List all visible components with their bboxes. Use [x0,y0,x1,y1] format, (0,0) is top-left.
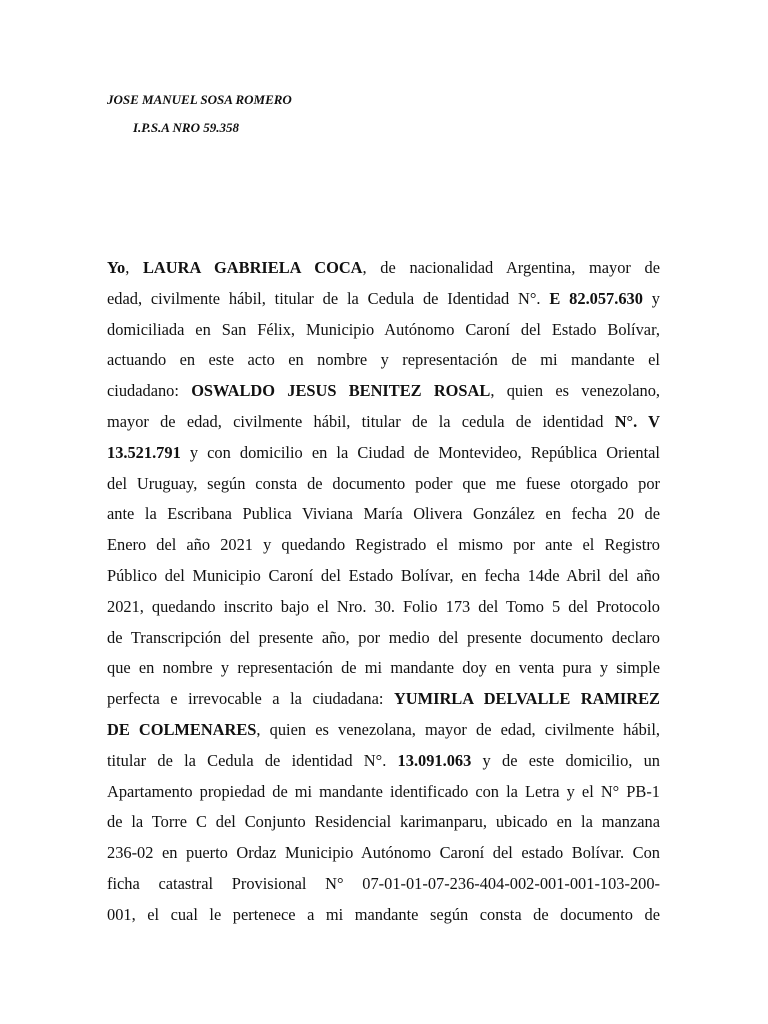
body-line [107,284,660,315]
body-line [107,869,660,900]
body-text-segment: mayor de edad, civilmente hábil, titular de la cedula de identidad [107,411,615,431]
body-line [107,376,660,407]
attorney-name: JOSE MANUEL SOSA ROMERO [107,92,292,107]
body-text-segment: , de nacionalidad Argentina, mayor de [362,258,660,277]
body-text-segment: , quien es venezolano, [490,381,660,401]
body-line [107,345,660,376]
body-text-segment: y con domicilio en la Ciudad de Montevideo, República Oriental [180,442,660,462]
body-line [107,253,660,284]
body-text-segment: y de este domicilio, un [471,750,660,770]
body-text-segment: domiciliada en San Félix, Municipio Autónomo Caroní del Estado Bolívar, [107,319,660,339]
body-line [107,623,660,654]
body-line [107,469,660,500]
bold-text: E 82.057.630 [549,288,643,308]
body-line [107,715,660,746]
body-text-segment: 001, el cual le pertenece a mi mandante según consta de documento de [107,904,660,924]
body-text-segment: , quien es venezolana, mayor de edad, civilmente hábil, [256,719,660,739]
body-text-segment: perfecta e irrevocable a la ciudadana: [107,689,394,709]
body-text-segment: 236-02 en puerto Ordaz Municipio Autónomo Caroní del estado Bolívar. Con [107,843,660,863]
bold-text: N°. V [614,411,660,431]
body-text-segment: que en nombre y representación de mi mandante doy en venta pura y simple [107,658,660,678]
body-line [107,561,660,592]
body-text-segment: actuando en este acto en nombre y representación de mi mandante el [107,350,660,370]
body-line [107,315,660,346]
attorney-ipsa-number: I.P.S.A NRO 59.358 [133,120,239,135]
body-line [107,900,660,931]
body-text-segment: ficha catastral Provisional N° 07-01-01-07-236-404-002-001-001-103-200- [107,873,660,893]
bold-text: 13.521.791 [107,442,181,462]
body-line [107,407,660,438]
bold-text: OSWALDO JESUS BENITEZ ROSAL [191,381,491,401]
body-text-segment: ante la Escribana Publica Viviana María Olivera González en fecha 20 de [107,504,660,524]
bold-text: 13.091.063 [397,750,472,770]
bold-text: DE COLMENARES [107,719,257,739]
body-text-segment: , [125,258,143,277]
body-line [107,807,660,838]
body-line [107,592,660,623]
body-line [107,653,660,684]
body-line [107,438,660,469]
bold-text: LAURA GABRIELA COCA [143,258,363,277]
body-text-segment: edad, civilmente hábil, titular de la Cedula de Identidad N°. [107,288,550,308]
bold-text: YUMIRLA DELVALLE RAMIREZ [393,689,660,709]
body-line [107,684,660,715]
body-text-segment: ciudadano: [107,381,192,401]
body-text-segment: titular de la Cedula de identidad N°. [107,750,398,770]
body-line [107,777,660,808]
body-line [107,530,660,561]
bold-text: Yo [107,258,126,277]
body-line [107,838,660,869]
body-text-segment: de la Torre C del Conjunto Residencial karimanparu, ubicado en la manzana [107,812,660,832]
body-text-segment: Público del Municipio Caroní del Estado Bolívar, en fecha 14de Abril del año [107,565,660,585]
body-text-segment: y [642,288,660,308]
document-body [107,253,660,931]
body-text-segment: del Uruguay, según consta de documento poder que me fuese otorgado por [107,473,660,493]
body-text-segment: 2021, quedando inscrito bajo el Nro. 30. Folio 173 del Tomo 5 del Protocolo [107,596,660,616]
body-line [107,499,660,530]
body-text-segment: Enero del año 2021 y quedando Registrado el mismo por ante el Registro [107,535,660,555]
body-text-segment: de Transcripción del presente año, por medio del presente documento declaro [107,627,660,647]
body-line [107,746,660,777]
body-text-segment: Apartamento propiedad de mi mandante identificado con la Letra y el N° PB-1 [107,781,660,801]
